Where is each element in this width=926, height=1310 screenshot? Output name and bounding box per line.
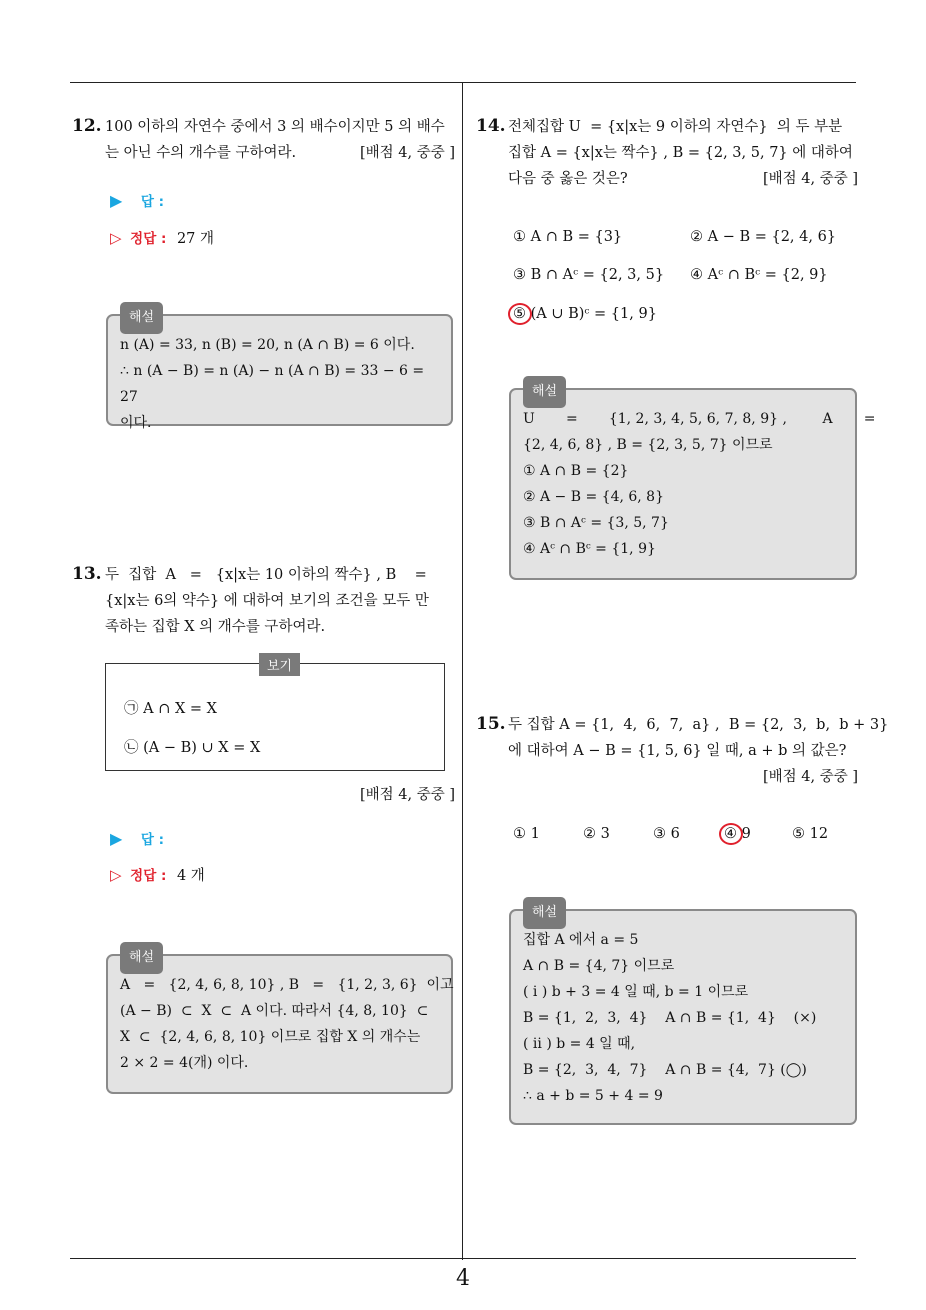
question-text: 에 대하여 A − B = {1, 5, 6} 일 때, a + b 의 값은? (508, 743, 847, 759)
explanation-line: ③ B ∩ Aᶜ = {3, 5, 7} (523, 515, 669, 531)
explanation-line: 2 × 2 = 4(개) 이다. (120, 1055, 249, 1071)
explanation-line: A = {2, 4, 6, 8, 10} , B = {1, 2, 3, 6} 이고 (120, 977, 454, 993)
explanation-line: n (A) = 33, n (B) = 20, n (A ∩ B) = 6 이다. (120, 337, 415, 353)
score-meta: [배점 4, 중중 ] (359, 787, 455, 803)
outline-arrow-icon: ▷ (110, 229, 122, 247)
question-15 (508, 712, 889, 790)
explanation-box (509, 905, 857, 1125)
correct-label: 정답 : (130, 868, 167, 884)
option-1[interactable]: ① A ∩ B = {3} (513, 229, 623, 245)
option-4[interactable]: ④ 9 (724, 826, 751, 842)
explanation-line: ∴ n (A − B) = n (A) − n (A ∩ B) = 33 − 6 = 27 (120, 363, 425, 405)
score-meta: [배점 4, 중중 ] (762, 769, 858, 785)
top-rule (70, 82, 856, 83)
option-1[interactable]: ① 1 (513, 826, 540, 842)
explanation-tag: 해설 (120, 942, 163, 974)
score-meta: [배점 4, 중중 ] (762, 171, 858, 187)
question-number: 13. (72, 564, 102, 584)
explanation-tag: 해설 (523, 376, 566, 408)
bottom-rule (70, 1258, 856, 1259)
explanation-line: X ⊂ {2, 4, 6, 8, 10} 이므로 집합 X 의 개수는 (120, 1029, 421, 1045)
page-number: 4 (456, 1266, 470, 1291)
question-number: 15. (476, 714, 506, 734)
condition-item: ㉡ (A − B) ∪ X = X (124, 740, 261, 756)
question-text: 100 이하의 자연수 중에서 3 의 배수이지만 5 의 배수 (105, 119, 445, 135)
explanation-line: (A − B) ⊂ X ⊂ A 이다. 따라서 {4, 8, 10} ⊂ (120, 1003, 429, 1019)
correct-answer (110, 227, 214, 248)
correct-value: 27 개 (176, 231, 215, 247)
question-text: 족하는 집합 X 의 개수를 구하여라. (105, 619, 326, 635)
question-text: 두 집합 A = {x|x는 10 이하의 짝수} , B = (105, 567, 427, 583)
question-12 (105, 114, 455, 166)
question-text (508, 166, 858, 192)
correct-value: 4 개 (176, 868, 205, 884)
correct-label: 정답 : (130, 231, 167, 247)
column-divider (462, 82, 463, 1260)
question-number: 12. (72, 116, 102, 136)
explanation-tag: 해설 (523, 897, 566, 929)
answer-line[interactable] (110, 190, 164, 210)
explanation-line: B = {2, 3, 4, 7} A ∩ B = {4, 7} (◯) (523, 1062, 807, 1078)
option-2[interactable]: ② 3 (583, 826, 610, 842)
explanation-line: 집합 A 에서 a = 5 (523, 932, 639, 948)
question-13 (105, 562, 455, 640)
explanation-line: {2, 4, 6, 8} , B = {2, 3, 5, 7} 이므로 (523, 437, 773, 453)
answer-label: 답 : (140, 194, 165, 210)
option-4[interactable]: ④ Aᶜ ∩ Bᶜ = {2, 9} (690, 267, 828, 283)
question-text-line: 는 아닌 수의 개수를 구하여라. (105, 145, 297, 161)
question-text (105, 140, 455, 166)
option-2[interactable]: ② A − B = {2, 4, 6} (690, 229, 837, 245)
selected-answer-circle-icon (508, 303, 532, 325)
explanation-line: U = {1, 2, 3, 4, 5, 6, 7, 8, 9} , A = (523, 411, 876, 427)
question-text: {x|x는 6의 약수} 에 대하여 보기의 조건을 모두 만 (105, 593, 429, 609)
correct-answer (110, 864, 205, 885)
play-arrow-icon: ▶ (110, 191, 123, 210)
option-3[interactable]: ③ B ∩ Aᶜ = {2, 3, 5} (513, 267, 665, 283)
explanation-line: B = {1, 2, 3, 4} A ∩ B = {1, 4} (×) (523, 1010, 817, 1026)
explanation-line: ① A ∩ B = {2} (523, 463, 629, 479)
explanation-line: ( ii ) b = 4 일 때, (523, 1036, 636, 1052)
outline-arrow-icon: ▷ (110, 866, 122, 884)
explanation-line: ② A − B = {4, 6, 8} (523, 489, 664, 505)
explanation-box (106, 310, 453, 431)
question-number: 14. (476, 116, 506, 136)
question-14 (508, 114, 858, 192)
question-text: 전체집합 U = {x|x는 9 이하의 자연수} 의 두 부분 (508, 119, 843, 135)
explanation-box (509, 384, 876, 580)
conditions-box (105, 659, 445, 771)
answer-label: 답 : (140, 832, 165, 848)
option-3[interactable]: ③ 6 (653, 826, 680, 842)
explanation-line: ∴ a + b = 5 + 4 = 9 (523, 1088, 663, 1104)
question-text: 집합 A = {x|x는 짝수} , B = {2, 3, 5, 7} 에 대하여 (508, 145, 853, 161)
condition-item: ㉠ A ∩ X = X (124, 701, 217, 717)
explanation-line: A ∩ B = {4, 7} 이므로 (523, 958, 675, 974)
explanation-line: ④ Aᶜ ∩ Bᶜ = {1, 9} (523, 541, 656, 557)
explanation-tag: 해설 (120, 302, 163, 334)
play-arrow-icon: ▶ (110, 829, 123, 848)
explanation-box (106, 950, 454, 1094)
explanation-line: ( i ) b + 3 = 4 일 때, b = 1 이므로 (523, 984, 749, 1000)
explanation-line: 이다. (120, 415, 152, 431)
selected-answer-circle-icon (719, 823, 743, 845)
option-5[interactable]: ⑤ (A ∪ B)ᶜ = {1, 9} (513, 306, 657, 322)
question-text: 두 집합 A = {1, 4, 6, 7, a} , B = {2, 3, b, b + 3} (508, 717, 889, 733)
score-meta: [배점 4, 중중 ] (359, 145, 455, 161)
option-5[interactable]: ⑤ 12 (792, 826, 829, 842)
answer-line[interactable] (110, 828, 164, 848)
conditions-tag: 보기 (259, 653, 300, 676)
question-text-line: 다음 중 옳은 것은? (508, 171, 628, 187)
